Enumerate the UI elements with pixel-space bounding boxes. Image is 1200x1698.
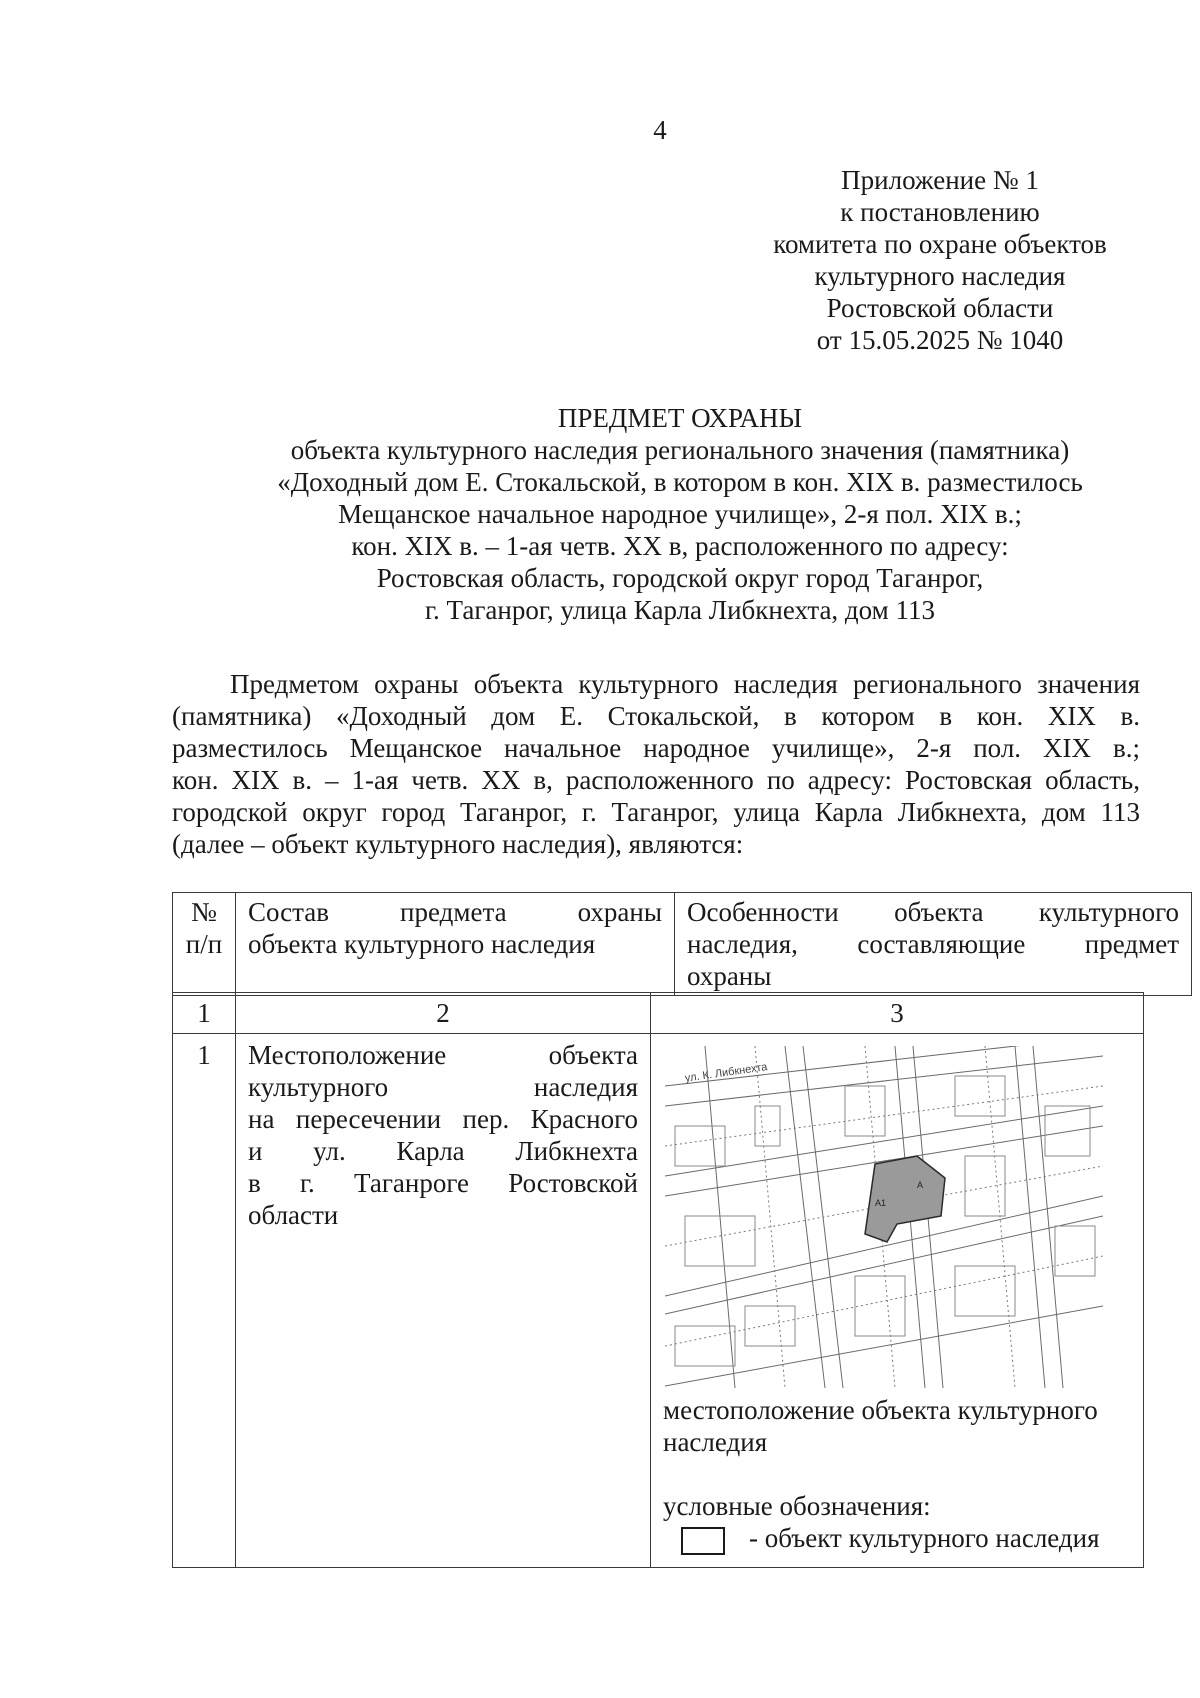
intro-line: (далее – объект культурного наследия), являются: bbox=[172, 829, 744, 859]
map-parcel-label: А1 bbox=[875, 1198, 887, 1208]
cadastral-map bbox=[665, 1046, 1103, 1388]
header-cell-composition: Состав предмета охраны объекта культурного наследия bbox=[236, 893, 675, 996]
numbering-row bbox=[173, 993, 1144, 1034]
numbering-cell: 3 bbox=[651, 993, 1144, 1034]
intro-line: (памятника) «Доходный дом Е. Стокальской, в котором в кон. XIX в. bbox=[172, 701, 1140, 731]
intro-line: разместилось Мещанское начальное народное училище», 2-я пол. XIX в.; bbox=[172, 733, 1140, 763]
intro-line: Предметом охраны объекта культурного наследия регионального значения bbox=[230, 669, 1140, 699]
row-composition: Местоположение объекта культурного наследия на пересечении пер. Красного и ул. Карла Либкнехта в г. Таганроге Ростовской области bbox=[236, 1034, 651, 1568]
page-number: 4 bbox=[653, 115, 667, 145]
title-line: кон. XIX в. – 1-ая четв. XX в, расположенного по адресу: bbox=[351, 531, 1009, 561]
intro-paragraph bbox=[172, 668, 1140, 860]
legend-square-icon bbox=[681, 1527, 725, 1555]
table-header bbox=[172, 892, 1192, 996]
document-title bbox=[160, 402, 1200, 626]
title-line: «Доходный дом Е. Стокальской, в котором в кон. XIX в. разместилось bbox=[277, 467, 1083, 497]
appendix-line: от 15.05.2025 № 1040 bbox=[816, 325, 1064, 355]
map-street-label: ул. К. Либкнехта bbox=[684, 1061, 769, 1085]
title-line: Мещанское начальное народное училище», 2-я пол. XIX в.; bbox=[338, 499, 1022, 529]
title-line: Ростовская область, городской округ город Таганрог, bbox=[376, 563, 984, 593]
title-heading: ПРЕДМЕТ ОХРАНЫ bbox=[557, 403, 803, 433]
protection-table bbox=[172, 992, 1144, 1568]
numbering-cell: 2 bbox=[236, 993, 651, 1034]
intro-line: кон. XIX в. – 1-ая четв. XX в, расположенного по адресу: Ростовская область, bbox=[172, 765, 1140, 795]
header-cell-features: Особенности объекта культурного наследия, составляющие предмет охраны bbox=[675, 893, 1192, 996]
spacer bbox=[663, 1458, 1131, 1490]
row-features bbox=[651, 1034, 1144, 1568]
legend-item: - объект культурного наследия bbox=[663, 1522, 1131, 1554]
map-caption: местоположение объекта культурного наследия условные обозначения: - объект культурного наследия bbox=[651, 1388, 1143, 1554]
table-row bbox=[173, 1034, 1144, 1568]
header-cell-number: № п/п bbox=[173, 893, 236, 996]
numbering-cell: 1 bbox=[173, 993, 236, 1034]
appendix-line: культурного наследия bbox=[814, 261, 1066, 291]
appendix-header bbox=[740, 164, 1140, 356]
appendix-line: комитета по охране объектов bbox=[773, 229, 1107, 259]
row-number: 1 bbox=[173, 1034, 236, 1568]
appendix-line: к постановлению bbox=[840, 197, 1040, 227]
map-parcel-label: А bbox=[917, 1180, 924, 1190]
intro-line: городской округ город Таганрог, г. Таганрог, улица Карла Либкнехта, дом 113 bbox=[172, 797, 1140, 827]
legend-title: условные обозначения: bbox=[663, 1491, 931, 1521]
title-line: г. Таганрог, улица Карла Либкнехта, дом 113 bbox=[425, 595, 935, 625]
appendix-line: Ростовской области bbox=[826, 293, 1054, 323]
map-image bbox=[665, 1046, 1103, 1388]
title-line: объекта культурного наследия регионального значения (памятника) bbox=[290, 435, 1070, 465]
appendix-line: Приложение № 1 bbox=[841, 165, 1039, 195]
